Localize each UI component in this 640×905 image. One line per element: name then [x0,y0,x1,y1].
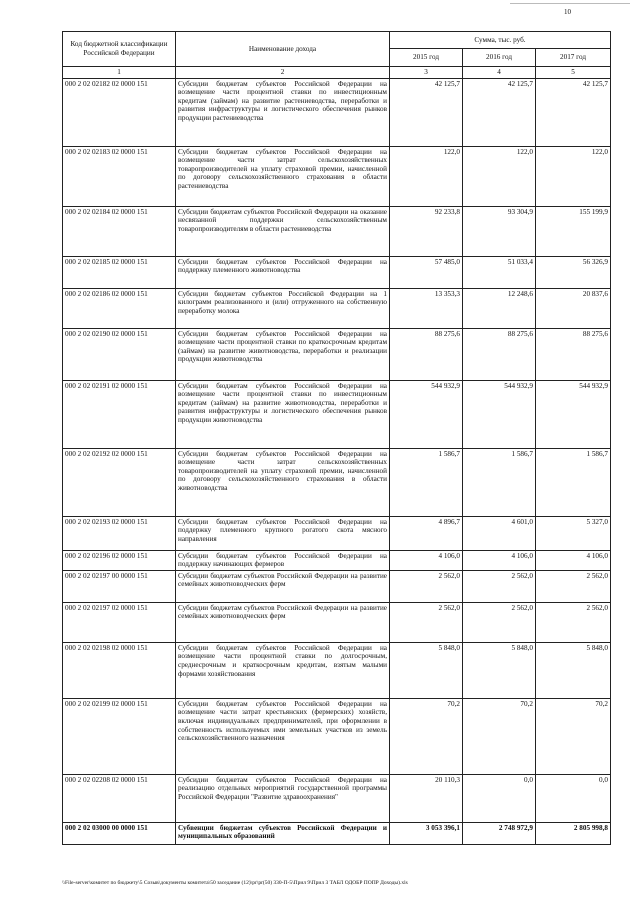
row-value-2015: 88 275,6 [390,328,463,380]
table-row [63,602,611,642]
column-index: 2 [176,67,390,79]
row-name: Субсидии бюджетам субъектов Российской Федерации на развитие семейных животноводческих ферм [176,602,390,642]
row-value-2016: 1 586,7 [463,448,536,516]
header-year-2015: 2015 год [390,49,463,67]
table-row [63,570,611,602]
table-row [63,328,611,380]
row-code: 000 2 02 02199 02 0000 151 [63,698,176,774]
column-index: 5 [536,67,611,79]
row-value-2016: 0,0 [463,774,536,822]
row-name: Субсидии бюджетам субъектов Российской Федерации на поддержку племенного животноводства [176,256,390,288]
total-name: Субвенции бюджетам субъектов Российской Федерации и муниципальных образований [176,822,390,844]
row-value-2017: 88 275,6 [536,328,611,380]
table-row [63,78,611,146]
row-value-2015: 5 848,0 [390,642,463,698]
row-value-2017: 155 199,9 [536,206,611,256]
file-path-footer: \\File-server\комитет по бюджету\5 Созыв\документы комитета\50 заседание (12)\pr\pr(50) 330-П-5\Прил 9\Прил 3 ТАБЛ ОДОБР ПОПР Доходы).xls [62,880,408,886]
row-code: 000 2 02 02186 02 0000 151 [63,288,176,328]
row-value-2017: 0,0 [536,774,611,822]
row-code: 000 2 02 02184 02 0000 151 [63,206,176,256]
row-value-2015: 122,0 [390,146,463,206]
table-row [63,206,611,256]
row-value-2017: 56 326,9 [536,256,611,288]
header-sum: Сумма, тыс. руб. [390,32,611,49]
table-row [63,146,611,206]
row-name: Субсидии бюджетам субъектов Российской Федерации на возмещение части затрат сельскохозяйственных товаропроизводителей на уплату страховой премии, начисленной по договору сельскохозяйственного страхования в области животноводства [176,448,390,516]
row-value-2015: 57 485,0 [390,256,463,288]
row-value-2017: 2 562,0 [536,570,611,602]
row-name: Субсидии бюджетам субъектов Российской Федерации на поддержку племенного крупного рогатого скота мясного направления [176,516,390,550]
column-index: 1 [63,67,176,79]
page-number: 10 [564,8,571,16]
row-value-2017: 2 562,0 [536,602,611,642]
table-row [63,550,611,570]
row-value-2016: 4 106,0 [463,550,536,570]
row-code: 000 2 02 02197 00 0000 151 [63,570,176,602]
row-value-2016: 70,2 [463,698,536,774]
row-value-2015: 20 110,3 [390,774,463,822]
row-value-2015: 13 353,3 [390,288,463,328]
table-row [63,698,611,774]
row-value-2016: 42 125,7 [463,78,536,146]
row-value-2015: 42 125,7 [390,78,463,146]
table-row [63,774,611,822]
header-year-2016: 2016 год [463,49,536,67]
row-value-2016: 544 932,9 [463,380,536,448]
row-value-2017: 122,0 [536,146,611,206]
row-value-2015: 4 896,7 [390,516,463,550]
row-code: 000 2 02 02198 02 0000 151 [63,642,176,698]
header-code: Код бюджетной классификации Российской Федерации [63,32,176,67]
row-name: Субсидии бюджетам субъектов Российской Федерации на возмещение части процентной ставки по краткосрочным кредитам (займам) на развитие животноводства, переработки и реализации продукции животноводства [176,328,390,380]
row-code: 000 2 02 02197 02 0000 151 [63,602,176,642]
row-value-2016: 12 248,6 [463,288,536,328]
row-name: Субсидии бюджетам субъектов Российской Федерации на 1 килограмм реализованного и (или) отгруженного на собственную переработку молока [176,288,390,328]
column-index: 3 [390,67,463,79]
row-value-2017: 42 125,7 [536,78,611,146]
row-value-2015: 2 562,0 [390,602,463,642]
total-code: 000 2 02 03000 00 0000 151 [63,822,176,844]
row-name: Субсидии бюджетам субъектов Российской Федерации на возмещение части процентной ставки по инвестиционным кредитам (займам) на развитие животноводства, переработки и развития инфраструктуры и логистического обеспечения рынков продукции животноводства [176,380,390,448]
row-code: 000 2 02 02185 02 0000 151 [63,256,176,288]
row-value-2017: 5 848,0 [536,642,611,698]
row-value-2016: 4 601,0 [463,516,536,550]
row-code: 000 2 02 02208 02 0000 151 [63,774,176,822]
row-value-2015: 92 233,8 [390,206,463,256]
table-row [63,642,611,698]
budget-table [62,31,611,845]
row-value-2016: 2 562,0 [463,570,536,602]
table-row [63,516,611,550]
row-code: 000 2 02 02196 02 0000 151 [63,550,176,570]
table-row [63,380,611,448]
total-row [63,822,611,844]
row-name: Субсидии бюджетам субъектов Российской Федерации на оказание несвязанной поддержки сельскохозяйственным товаропроизводителям в области растениеводства [176,206,390,256]
row-code: 000 2 02 02182 02 0000 151 [63,78,176,146]
row-value-2015: 1 586,7 [390,448,463,516]
header-year-2017: 2017 год [536,49,611,67]
row-value-2016: 5 848,0 [463,642,536,698]
total-value-2015: 3 053 396,1 [390,822,463,844]
row-name: Субсидии бюджетам субъектов Российской Федерации на возмещение части процентной ставки по инвестиционным кредитам (займам) на развитие растениеводства, переработки и развития инфраструктуры и логистического обеспечения рынков продукции растениеводства [176,78,390,146]
row-code: 000 2 02 02192 02 0000 151 [63,448,176,516]
row-value-2017: 544 932,9 [536,380,611,448]
header-name: Наименование дохода [176,32,390,67]
row-name: Субсидии бюджетам субъектов Российской Федерации на поддержку начинающих фермеров [176,550,390,570]
row-value-2016: 2 562,0 [463,602,536,642]
row-name: Субсидии бюджетам субъектов Российской Федерации на развитие семейных животноводческих ферм [176,570,390,602]
row-value-2016: 93 304,9 [463,206,536,256]
row-value-2017: 5 327,0 [536,516,611,550]
row-code: 000 2 02 02190 02 0000 151 [63,328,176,380]
table-row [63,448,611,516]
row-name: Субсидии бюджетам субъектов Российской Федерации на возмещение части затрат крестьянских (фермерских) хозяйств, включая индивидуальных предпринимателей, при оформлении в собственность используемых ими земельных участков из земель сельскохозяйственного назначения [176,698,390,774]
row-code: 000 2 02 02191 02 0000 151 [63,380,176,448]
row-code: 000 2 02 02183 02 0000 151 [63,146,176,206]
row-value-2015: 544 932,9 [390,380,463,448]
row-value-2015: 70,2 [390,698,463,774]
row-name: Субсидии бюджетам субъектов Российской Федерации на возмещение части затрат сельскохозяйственных товаропроизводителей на уплату страховой премии, начисленной по договору сельскохозяйственного страхования в области растениеводства [176,146,390,206]
table-row [63,288,611,328]
row-value-2017: 70,2 [536,698,611,774]
row-value-2017: 4 106,0 [536,550,611,570]
column-index: 4 [463,67,536,79]
row-value-2015: 2 562,0 [390,570,463,602]
row-value-2016: 88 275,6 [463,328,536,380]
row-value-2016: 122,0 [463,146,536,206]
total-value-2017: 2 805 998,8 [536,822,611,844]
row-value-2017: 1 586,7 [536,448,611,516]
row-code: 000 2 02 02193 02 0000 151 [63,516,176,550]
table-row [63,256,611,288]
row-value-2017: 20 837,6 [536,288,611,328]
row-name: Субсидии бюджетам субъектов Российской Федерации на возмещение части процентной ставки по долгосрочным, среднесрочным и краткосрочным кредитам, взятым малыми формами хозяйствования [176,642,390,698]
row-name: Субсидии бюджетам субъектов Российской Федерации на реализацию отдельных мероприятий государственной программы Российской Федерации "Развитие здравоохранения" [176,774,390,822]
top-rule [510,3,630,4]
total-value-2016: 2 748 972,9 [463,822,536,844]
row-value-2016: 51 033,4 [463,256,536,288]
row-value-2015: 4 106,0 [390,550,463,570]
